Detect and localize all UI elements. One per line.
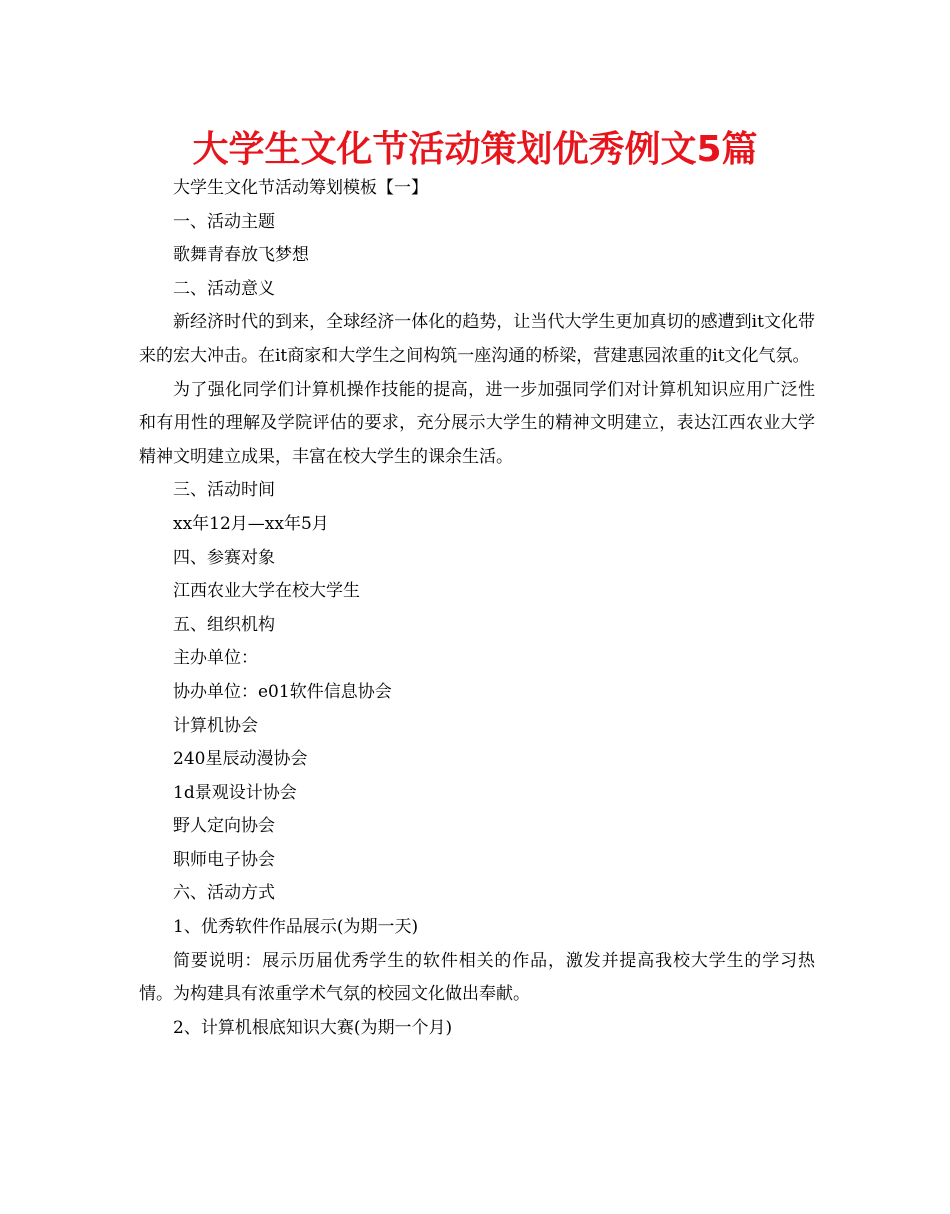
paragraph: 1、优秀软件作品展示(为期一天) bbox=[173, 917, 419, 938]
paragraph: 江西农业大学在校大学生 bbox=[173, 581, 360, 602]
paragraph: 四、参赛对象 bbox=[173, 547, 275, 568]
paragraph: 大学生文化节活动筹划模板【一】 bbox=[173, 178, 428, 198]
paragraph: 协办单位：e01软件信息协会 bbox=[173, 681, 392, 702]
paragraph: 2、计算机根底知识大赛(为期一个月) bbox=[173, 1017, 453, 1038]
paragraph: 五、组织机构 bbox=[173, 614, 275, 635]
page-title: 大学生文化节活动策划优秀例文5篇 bbox=[192, 129, 758, 170]
paragraph: 计算机协会 bbox=[173, 715, 258, 736]
paragraph: 1d景观设计协会 bbox=[173, 782, 297, 803]
paragraph: 240星辰动漫协会 bbox=[173, 749, 308, 770]
paragraph: xx年12月—xx年5月 bbox=[173, 513, 329, 534]
paragraph: 三、活动时间 bbox=[173, 480, 275, 501]
paragraph: 歌舞青春放飞梦想 bbox=[173, 245, 309, 266]
paragraph: 一、活动主题 bbox=[173, 211, 275, 232]
paragraph: 主办单位： bbox=[173, 648, 258, 669]
paragraph: 职师电子协会 bbox=[173, 849, 275, 870]
paragraph: 简要说明：展示历届优秀学生的软件相关的作品，激发并提高我校大学生的学习热情。为构建具有浓重学术气氛的校园文化做出奉献。 bbox=[139, 950, 815, 1005]
paragraph: 二、活动意义 bbox=[173, 278, 275, 299]
paragraph: 为了强化同学们计算机操作技能的提高，进一步加强同学们对计算机知识应用广泛性和有用性的理解及学院评估的要求，充分展示大学生的精神文明建立，表达江西农业大学精神文明建立成果，丰富在校大学生的课余生活。 bbox=[139, 379, 815, 467]
paragraph: 新经济时代的到来，全球经济一体化的趋势，让当代大学生更加真切的感遭到it文化带来的宏大冲击。在it商家和大学生之间构筑一座沟通的桥梁，营建惠园浓重的it文化气氛。 bbox=[139, 312, 815, 366]
paragraph: 六、活动方式 bbox=[173, 883, 275, 904]
paragraph: 野人定向协会 bbox=[173, 816, 275, 837]
document-body bbox=[139, 172, 815, 1045]
